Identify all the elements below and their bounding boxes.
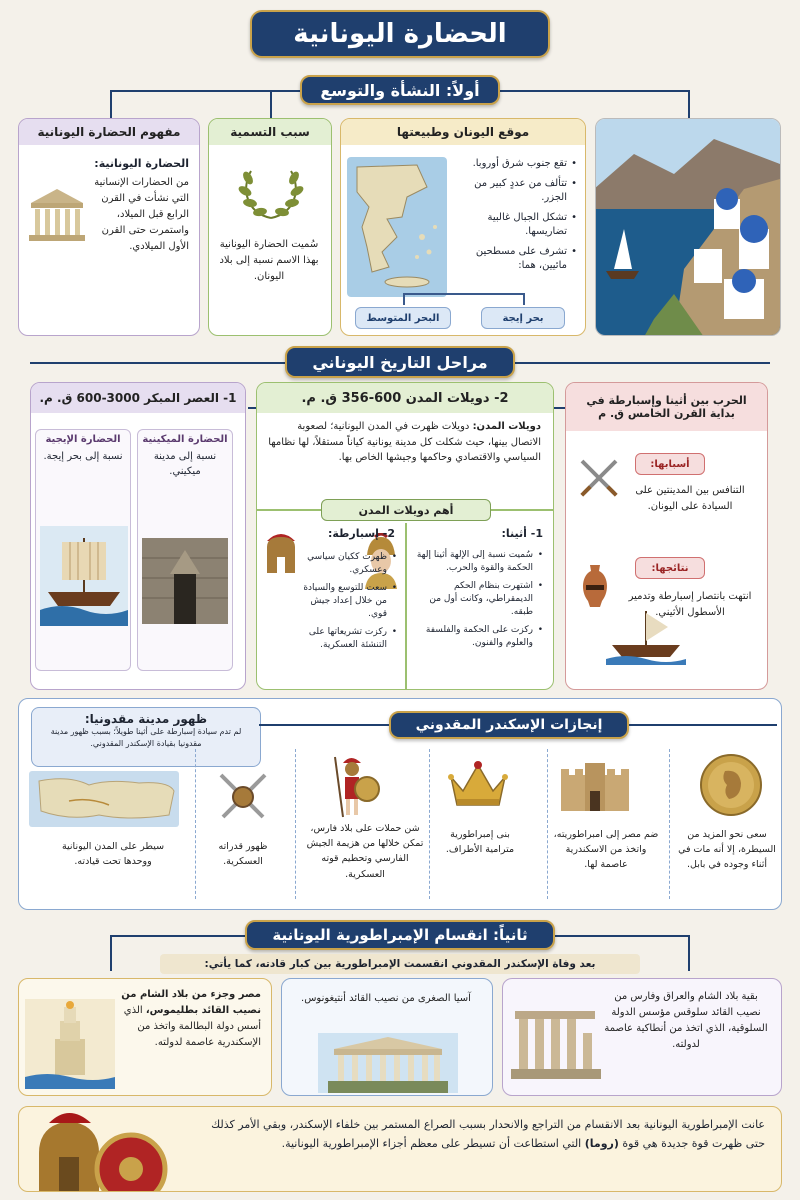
sword-shield-icon [215, 769, 271, 825]
causes-label: أسبابها: [635, 453, 705, 475]
connector [259, 724, 389, 726]
santorini-image [595, 118, 781, 336]
city-states-heading: 2- دويلات المدن 600-356 ق. م. [257, 383, 553, 413]
location-bullet: • تقع جنوب شرق أوروبا. [449, 157, 577, 172]
rome-label: (روما) [584, 1137, 619, 1151]
macedonia-text: لم تدم سيادة إسبارطة على أثينا طويلاً؛ بسبب ظهور مدينة مقدونيا بقيادة الإسكندر المقدوني. [50, 727, 242, 748]
location-bullet: • تتألف من عددٍ كبير من الجزر. [449, 177, 577, 206]
conclusion-text [195, 1115, 765, 1154]
location-bullet: • تشرف على مسطحين مائيين، هما: [449, 245, 577, 274]
greece-map [347, 157, 447, 297]
ptolemaic-suffix: الذي أسس دولة البطالمة واتخذ من الإسكندرية عاصمة لدولته. [123, 1005, 261, 1048]
macedonia-intro [31, 707, 261, 767]
connector [270, 90, 272, 118]
connector [629, 724, 777, 726]
aegean-title: الحضارة الإيجية [45, 434, 121, 445]
connector [110, 935, 112, 971]
sparta-bullet: • ركزت تشريعاتها على التنشئة العسكرية. [301, 626, 397, 652]
athens-bullet: • اشتهرت بنظام الحكم الديمقراطي، وكانت أول من طبقه. [407, 580, 543, 619]
definition-text: دويلات ظهرت في المدن اليونانية؛ لصعوبة الاتصال بينها، حيث شكلت كل مدينة يونانية كياناً مستقلاً، لها نظامها السياسي والاقتصادي وحاكمها وجيشها الخاص بها. [268, 421, 541, 463]
mycenaean-text: نسبة إلى مدينة ميكيني. [153, 451, 217, 477]
connector [688, 935, 690, 971]
divider [429, 749, 430, 899]
achievement-text: سيطر على المدن اليونانية ووحدها تحت قيادته. [61, 841, 165, 868]
conclusion-part: وبقي الأمر كذلك حتى ظهرت قوة جديدة هي قوة [211, 1118, 765, 1151]
achievement-text: شن حملات على بلاد فارس، تمكن خلالها من هزيمة الجيش الفارسي وتحطيم قوته العسكرية. [306, 823, 424, 880]
divider [195, 749, 196, 899]
lighthouse-icon [25, 999, 115, 1089]
seleucid-text: بقية بلاد الشام والعراق وفارس من نصيب القائد سلوقس مؤسس الدولة السلوقية، الذي اتخذ من أنطاكية عاصمة لدولته. [604, 991, 768, 1050]
athens-bullets [407, 549, 543, 655]
early-period-card [30, 382, 246, 690]
aegean-text: نسبة إلى بحر إيجة. [43, 451, 123, 462]
athens-bullet: • ركزت على الحكمة والفلسفة والعلوم والفنون. [407, 624, 543, 650]
map-icon [29, 771, 179, 827]
warrior-icon [325, 753, 385, 819]
definition-label: دويلات المدن: [472, 421, 541, 432]
concept-text: من الحضارات الإنسانية التي نشأت في القرن الرابع قبل الميلاد، واستمرت حتى القرن الأول الميلادي. [94, 177, 189, 252]
mycenaean-panel [137, 429, 233, 671]
causes-text: التنافس بين المدينتين على السيادة على اليونان. [635, 485, 745, 512]
conclusion-part: التي استطاعت أن تسيطر على معظم أجزاء الإمبراطورية اليونانية. [281, 1137, 582, 1151]
seleucid-card [502, 978, 782, 1096]
arrow-connector [554, 407, 565, 409]
antigonid-card [281, 978, 493, 1096]
naming-text: سُميت الحضارة اليونانية بهذا الاسم نسبة إلى بلاد اليونان. [219, 239, 319, 282]
city-states-card [256, 382, 554, 690]
connector [523, 293, 525, 305]
ptolemaic-prefix: مصر وجزء من بلاد الشام من نصيب القائد بطليموس، [121, 989, 261, 1016]
concept-heading: مفهوم الحضارة اليونانية [19, 119, 199, 145]
ptolemaic-card [18, 978, 272, 1096]
naming-card [208, 118, 332, 336]
connector [403, 293, 523, 295]
sparta-bullet: • سعت للتوسع والسيادة من خلال إعداد جيش قوي. [301, 582, 397, 621]
results-label: نتائجها: [635, 557, 705, 579]
location-heading: موقع اليونان وطبيعتها [341, 119, 585, 145]
antigonid-text: آسيا الصغرى من نصيب القائد أنتيغونوس. [301, 993, 471, 1004]
amphora-icon [578, 563, 612, 609]
important-cities-label: أهم دويلات المدن [321, 499, 491, 521]
conclusion-part: عانت الإمبراطورية اليونانية بعد الانقسام من التراجع والانحدار بسبب الصراع المستمر بين خلفاء الإسكندر، [289, 1118, 765, 1131]
coin-icon [699, 753, 763, 817]
achievement-text: ضم مصر إلى امبراطوريته، واتخذ من الاسكندرية عاصمة لها. [553, 829, 659, 871]
crown-icon [447, 757, 509, 811]
crossed-swords-icon [576, 455, 622, 501]
achievement-text: ظهور قدراته العسكرية. [218, 841, 268, 868]
conclusion-card [18, 1106, 782, 1192]
athens-bullet: • سُميت نسبة إلى الإلهة أثينا إلهة الحكمة والقوة والحرب. [407, 549, 543, 575]
war-heading: الحرب بين أثينا وإسبارطة في بداية القرن الخامس ق. م [566, 383, 767, 431]
section-title-stages: مراحل التاريخ اليوناني [285, 346, 515, 378]
divider [295, 749, 296, 899]
section-title-origins: أولاً: النشأة والتوسع [300, 75, 500, 105]
ruins-icon [511, 999, 601, 1083]
macedonia-heading: ظهور مدينة مقدونيا: [84, 712, 208, 726]
fortress-icon [555, 755, 635, 815]
location-bullet: • تشكل الجبال غالبية تضاريسها. [449, 211, 577, 240]
page-title: الحضارة اليونانية [250, 10, 550, 58]
achievement-text: بنى إمبراطورية مترامية الأطراف. [445, 829, 515, 856]
achievements-title: إنجازات الإسكندر المقدوني [389, 711, 629, 739]
laurel-wreath-icon [236, 163, 306, 223]
macedonia-card [18, 698, 782, 910]
connector [688, 90, 690, 118]
naming-heading: سبب التسمية [209, 119, 331, 145]
parthenon-icon [318, 1033, 458, 1093]
results-text: انتهت بانتصار إسبارطة وتدمير الأسطول الأثيني. [628, 591, 752, 618]
location-bullets [449, 157, 577, 279]
ptolemaic-text [113, 987, 261, 1051]
concept-card [18, 118, 200, 336]
temple-icon [27, 185, 87, 245]
sparta-bullet: • ظهرت ككيان سياسي وعسكري. [301, 551, 397, 577]
location-card [340, 118, 586, 336]
sailing-ship-image [40, 526, 128, 626]
divider [547, 749, 548, 899]
sparta-title: 2- إسبارطة: [327, 527, 395, 540]
arrow-connector [248, 407, 256, 409]
division-subtitle: بعد وفاة الإسكندر المقدوني انقسمت الإمبراطورية بين كبار قادته، كما يأتي: [160, 954, 640, 974]
sparta-bullets [301, 551, 397, 657]
early-period-heading: 1- العصر المبكر 3000-600 ق. م. [31, 383, 245, 413]
divider [669, 749, 670, 899]
connector [403, 293, 405, 305]
achievement-text: سعى نحو المزيد من السيطرة، إلا أنه مات في أثناء وجوده في بابل. [678, 829, 776, 871]
mycenaean-title: الحضارة الميكينية [142, 434, 228, 445]
section-title-division: ثانياً: انقسام الإمبراطورية اليونانية [245, 920, 555, 950]
lion-gate-image [142, 538, 228, 624]
connector [110, 90, 112, 118]
roman-helmet-shield-icon [19, 1107, 179, 1192]
sea-aegean: بحر إيجة [481, 307, 565, 329]
city-states-definition [267, 419, 541, 466]
war-card [565, 382, 768, 690]
spartan-helmet-icon [261, 533, 301, 581]
athens-title: 1- أثينا: [501, 527, 543, 540]
sea-mediterranean: البحر المتوسط [355, 307, 451, 329]
concept-label: الحضارة اليونانية: [94, 157, 189, 170]
aegean-panel [35, 429, 131, 671]
